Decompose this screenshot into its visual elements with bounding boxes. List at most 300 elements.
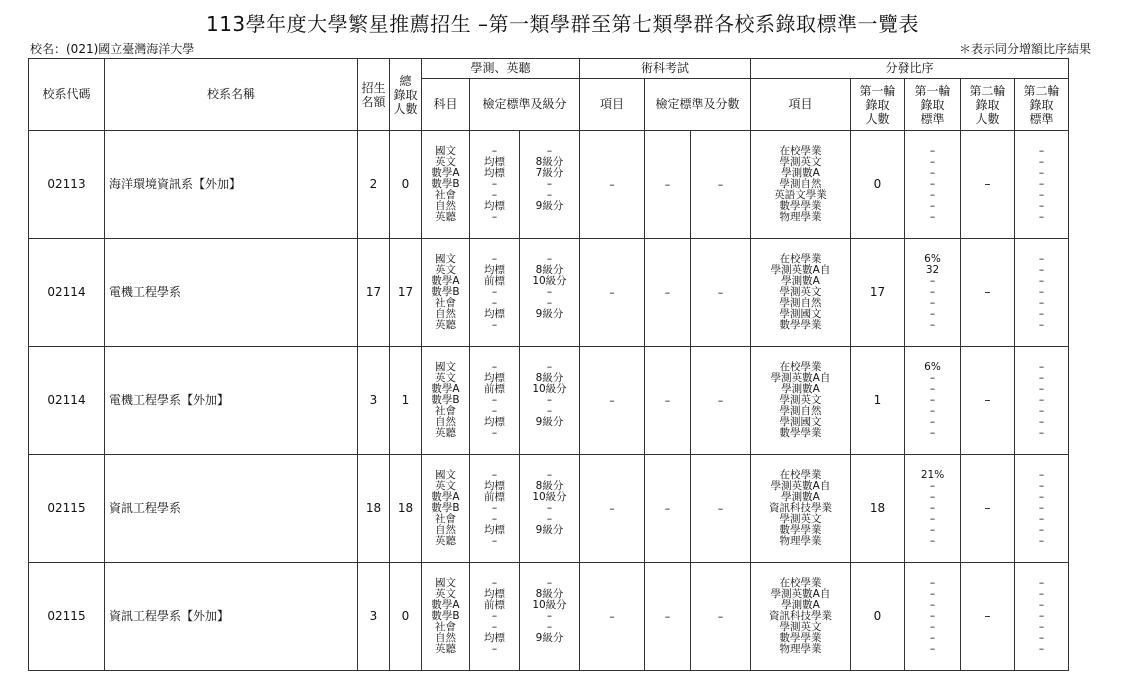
r2-standard-entry: – xyxy=(1038,416,1045,428)
rank-items-entry: 數學學業 xyxy=(779,319,822,331)
levels-entry: – xyxy=(546,405,553,417)
subjects-entry: 國文 xyxy=(435,469,456,481)
dept-code: 02115 xyxy=(29,563,105,671)
r2-standard-entry: – xyxy=(1038,469,1045,481)
subjects-entry: 英聽 xyxy=(435,211,456,223)
arts-score: – xyxy=(691,131,751,239)
r2-standard-entry: – xyxy=(1038,491,1045,503)
levels-entry: 7級分 xyxy=(535,167,564,179)
arts-item: – xyxy=(580,455,645,563)
r1-standard-entry: – xyxy=(929,491,936,503)
subjects-entry: 英文 xyxy=(435,372,456,384)
subjects-entry: 自然 xyxy=(435,416,456,428)
rank-items-entry: 學測英數A自 xyxy=(770,264,831,276)
standards-entry: – xyxy=(491,621,498,633)
rank-items-entry: 學測英文 xyxy=(779,394,822,406)
level-list xyxy=(520,563,580,671)
header-quota: 招生 名額 xyxy=(358,59,390,131)
standards-entry: – xyxy=(491,189,498,201)
r2-standard-entry: – xyxy=(1038,577,1045,589)
r1-standard-entry: – xyxy=(929,427,936,439)
table-row xyxy=(29,239,1069,347)
rank-item-list xyxy=(751,563,851,671)
subjects-entry: 國文 xyxy=(435,577,456,589)
rank-items-entry: 學測英數A自 xyxy=(770,372,831,384)
standards-entry: 均標 xyxy=(484,632,505,644)
r2-count: – xyxy=(961,455,1015,563)
r2-count: – xyxy=(961,131,1015,239)
r1-standard-entry: – xyxy=(929,372,936,384)
standards-entry: – xyxy=(491,286,498,298)
rank-item-list xyxy=(751,455,851,563)
subjects-entry: 社會 xyxy=(435,189,456,201)
levels-entry: – xyxy=(546,361,553,373)
rank-items-entry: 數學學業 xyxy=(779,427,822,439)
subjects-entry: 數學B xyxy=(431,286,460,298)
subjects-entry: 數學A xyxy=(431,167,460,179)
standards-entry: – xyxy=(491,361,498,373)
arts-item: – xyxy=(580,347,645,455)
subjects-entry: 英文 xyxy=(435,264,456,276)
arts-score: – xyxy=(691,347,751,455)
header-exam-group: 學測、英聽 xyxy=(422,59,580,79)
rank-items-entry: 學測英數A自 xyxy=(770,588,831,600)
r2-standard-entry: – xyxy=(1038,524,1045,536)
standards-entry: – xyxy=(491,535,498,547)
dept-name: 資訊工程學系 xyxy=(105,455,358,563)
r2-standard-entry: – xyxy=(1038,610,1045,622)
page-title: 113學年度大學繁星推薦招生 –第一類學群至第七類學群各校系錄取標準一覽表 xyxy=(205,12,920,36)
levels-entry: 8級分 xyxy=(535,372,564,384)
r2-standard-entry: – xyxy=(1038,264,1045,276)
levels-entry: 10級分 xyxy=(532,275,567,287)
rank-items-entry: 學測數A xyxy=(781,383,820,395)
r1-standard-list xyxy=(905,347,961,455)
dept-code: 02114 xyxy=(29,347,105,455)
r1-standard-entry: 32 xyxy=(925,264,940,276)
standard-list xyxy=(470,455,520,563)
rank-items-entry: 學測數A xyxy=(781,275,820,287)
r1-standard-entry: – xyxy=(929,178,936,190)
rank-items-entry: 英語文學業 xyxy=(774,189,827,201)
subjects-entry: 國文 xyxy=(435,145,456,157)
rank-items-entry: 資訊科技學業 xyxy=(769,502,832,514)
level-list xyxy=(520,131,580,239)
rank-item-list xyxy=(751,347,851,455)
rank-items-entry: 學測英文 xyxy=(779,513,822,525)
header-arts-item: 項目 xyxy=(580,79,645,131)
r1-standard-entry: – xyxy=(929,383,936,395)
rank-items-entry: 學測國文 xyxy=(779,416,822,428)
levels-entry: 8級分 xyxy=(535,264,564,276)
levels-entry: 8級分 xyxy=(535,480,564,492)
header-arts-group: 術科考試 xyxy=(580,59,751,79)
r2-standard-list xyxy=(1015,131,1069,239)
r1-standard-entry: – xyxy=(929,211,936,223)
standards-entry: 前標 xyxy=(484,599,505,611)
standards-entry: 均標 xyxy=(484,264,505,276)
r1-standard-entry: – xyxy=(929,167,936,179)
r1-standard-entry: – xyxy=(929,297,936,309)
subjects-entry: 英文 xyxy=(435,156,456,168)
r1-standard-entry: – xyxy=(929,621,936,633)
arts-score: – xyxy=(691,239,751,347)
levels-entry: – xyxy=(546,286,553,298)
r1-standard-entry: – xyxy=(929,480,936,492)
subjects-entry: 數學A xyxy=(431,491,460,503)
levels-entry xyxy=(548,212,551,223)
levels-entry: – xyxy=(546,621,553,633)
r1-standard-entry: – xyxy=(929,308,936,320)
admitted-value: 0 xyxy=(390,563,422,671)
standards-entry: 前標 xyxy=(484,491,505,503)
r2-standard-entry: – xyxy=(1038,632,1045,644)
levels-entry: – xyxy=(546,577,553,589)
standards-entry: 均標 xyxy=(484,416,505,428)
levels-entry: 9級分 xyxy=(535,308,564,320)
standards-entry: – xyxy=(491,405,498,417)
header-subject: 科目 xyxy=(422,79,470,131)
levels-entry: – xyxy=(546,297,553,309)
header-arts-standard: 檢定標準及分數 xyxy=(645,79,751,131)
standards-entry: – xyxy=(491,643,498,655)
r2-standard-entry: – xyxy=(1038,297,1045,309)
r2-standard-entry: – xyxy=(1038,189,1045,201)
header-rank-item: 項目 xyxy=(751,79,851,131)
rank-items-entry: 在校學業 xyxy=(779,469,822,481)
r1-standard-entry: – xyxy=(929,643,936,655)
admission-standards-table xyxy=(28,58,1069,671)
r2-standard-list xyxy=(1015,563,1069,671)
r1-standard-entry: – xyxy=(929,145,936,157)
r1-standard-entry: 6% xyxy=(924,253,941,265)
admitted-value: 17 xyxy=(390,239,422,347)
standards-entry: – xyxy=(491,253,498,265)
standards-entry: – xyxy=(491,297,498,309)
standards-entry: 均標 xyxy=(484,308,505,320)
levels-entry: – xyxy=(546,189,553,201)
arts-score: – xyxy=(691,563,751,671)
admitted-value: 0 xyxy=(390,131,422,239)
r1-standard-entry: – xyxy=(929,286,936,298)
subjects-entry: 社會 xyxy=(435,297,456,309)
dept-name: 資訊工程學系【外加】 xyxy=(105,563,358,671)
school-name: 校名：(021)國立臺灣海洋大學 xyxy=(30,42,195,56)
arts-item: – xyxy=(580,239,645,347)
arts-item: – xyxy=(580,131,645,239)
r1-standard-entry: – xyxy=(929,610,936,622)
quota-value: 18 xyxy=(358,455,390,563)
quota-value: 2 xyxy=(358,131,390,239)
r2-standard-entry: – xyxy=(1038,178,1045,190)
rank-items-entry: 在校學業 xyxy=(779,253,822,265)
rank-items-entry: 在校學業 xyxy=(779,577,822,589)
rank-items-entry: 學測自然 xyxy=(779,178,822,190)
subjects-entry: 國文 xyxy=(435,253,456,265)
standard-list xyxy=(470,131,520,239)
quota-value: 3 xyxy=(358,563,390,671)
arts-standard: – xyxy=(645,239,691,347)
r1-standard-entry: – xyxy=(929,394,936,406)
standards-entry: – xyxy=(491,427,498,439)
dept-code: 02113 xyxy=(29,131,105,239)
arts-standard: – xyxy=(645,563,691,671)
r2-standard-entry: – xyxy=(1038,427,1045,439)
subjects-entry: 數學A xyxy=(431,599,460,611)
r1-standard-entry: 6% xyxy=(924,361,941,373)
levels-entry: 9級分 xyxy=(535,200,564,212)
r1-standard-list xyxy=(905,239,961,347)
table-row xyxy=(29,563,1069,671)
r2-standard-entry: – xyxy=(1038,253,1045,265)
subjects-entry: 數學A xyxy=(431,383,460,395)
rank-items-entry: 資訊科技學業 xyxy=(769,610,832,622)
levels-entry: 8級分 xyxy=(535,156,564,168)
levels-entry xyxy=(548,536,551,547)
standard-list xyxy=(470,563,520,671)
levels-entry: 10級分 xyxy=(532,383,567,395)
r2-standard-entry: – xyxy=(1038,394,1045,406)
standards-entry: 前標 xyxy=(484,275,505,287)
rank-items-entry: 學測數A xyxy=(781,491,820,503)
r1-standard-list xyxy=(905,131,961,239)
table-row xyxy=(29,131,1069,239)
rank-item-list xyxy=(751,239,851,347)
table-row xyxy=(29,455,1069,563)
subjects-entry: 英聽 xyxy=(435,643,456,655)
r1-standard-entry: – xyxy=(929,524,936,536)
r1-standard-entry: – xyxy=(929,577,936,589)
subject-list xyxy=(422,239,470,347)
standards-entry: 均標 xyxy=(484,156,505,168)
subjects-entry: 英聽 xyxy=(435,319,456,331)
subjects-entry: 自然 xyxy=(435,200,456,212)
levels-entry: 10級分 xyxy=(532,491,567,503)
standards-entry: – xyxy=(491,502,498,514)
level-list xyxy=(520,347,580,455)
r1-standard-entry: – xyxy=(929,513,936,525)
levels-entry xyxy=(548,320,551,331)
levels-entry xyxy=(548,428,551,439)
r2-standard-entry: – xyxy=(1038,200,1045,212)
standards-entry: – xyxy=(491,211,498,223)
levels-entry: – xyxy=(546,513,553,525)
rank-items-entry: 物理學業 xyxy=(779,535,822,547)
r2-standard-entry: – xyxy=(1038,383,1045,395)
rank-items-entry: 學測自然 xyxy=(779,297,822,309)
subjects-entry: 數學B xyxy=(431,394,460,406)
r1-standard-entry: – xyxy=(929,502,936,514)
r2-standard-entry: – xyxy=(1038,275,1045,287)
dept-code: 02114 xyxy=(29,239,105,347)
quota-value: 3 xyxy=(358,347,390,455)
r2-standard-list xyxy=(1015,347,1069,455)
subjects-entry: 英文 xyxy=(435,480,456,492)
subjects-entry: 英聽 xyxy=(435,427,456,439)
r2-standard-entry: – xyxy=(1038,621,1045,633)
standards-entry: 前標 xyxy=(484,383,505,395)
subject-list xyxy=(422,347,470,455)
subjects-entry: 自然 xyxy=(435,524,456,536)
standards-entry: 均標 xyxy=(484,200,505,212)
r2-standard-list xyxy=(1015,239,1069,347)
header-r1-count: 第一輪 錄取 人數 xyxy=(851,79,905,131)
arts-standard: – xyxy=(645,455,691,563)
dept-code: 02115 xyxy=(29,455,105,563)
r2-standard-entry: – xyxy=(1038,513,1045,525)
r2-count: – xyxy=(961,239,1015,347)
r1-standard-entry: – xyxy=(929,275,936,287)
rank-items-entry: 在校學業 xyxy=(779,361,822,373)
levels-entry: 9級分 xyxy=(535,524,564,536)
subjects-entry: 社會 xyxy=(435,405,456,417)
subjects-entry: 數學B xyxy=(431,502,460,514)
rank-items-entry: 在校學業 xyxy=(779,145,822,157)
subject-list xyxy=(422,455,470,563)
r2-standard-entry: – xyxy=(1038,480,1045,492)
rank-items-entry: 學測數A xyxy=(781,599,820,611)
r2-count: – xyxy=(961,563,1015,671)
rank-items-entry: 學測英數A自 xyxy=(770,480,831,492)
r2-standard-entry: – xyxy=(1038,502,1045,514)
rank-item-list xyxy=(751,131,851,239)
levels-entry: – xyxy=(546,502,553,514)
standards-entry: – xyxy=(491,394,498,406)
rank-items-entry: 學測英文 xyxy=(779,286,822,298)
subjects-entry: 數學A xyxy=(431,275,460,287)
rank-items-entry: 學測英文 xyxy=(779,156,822,168)
r2-standard-entry: – xyxy=(1038,588,1045,600)
admitted-value: 18 xyxy=(390,455,422,563)
r1-standard-entry: – xyxy=(929,416,936,428)
r1-standard-entry: – xyxy=(929,200,936,212)
subjects-entry: 自然 xyxy=(435,308,456,320)
header-r1-standard: 第一輪 錄取 標準 xyxy=(905,79,961,131)
header-distribution-group: 分發比序 xyxy=(751,59,1069,79)
r2-standard-entry: – xyxy=(1038,308,1045,320)
r1-count: 18 xyxy=(851,455,905,563)
levels-entry: 10級分 xyxy=(532,599,567,611)
r1-standard-entry: – xyxy=(929,189,936,201)
dept-name: 電機工程學系【外加】 xyxy=(105,347,358,455)
standards-entry: – xyxy=(491,319,498,331)
r1-standard-entry: – xyxy=(929,599,936,611)
r1-count: 17 xyxy=(851,239,905,347)
subjects-entry: 自然 xyxy=(435,632,456,644)
arts-standard: – xyxy=(645,131,691,239)
rank-items-entry: 物理學業 xyxy=(779,211,822,223)
r2-standard-entry: – xyxy=(1038,643,1045,655)
rank-items-entry: 學測數A xyxy=(781,167,820,179)
r2-standard-entry: – xyxy=(1038,372,1045,384)
r1-standard-entry: 21% xyxy=(920,469,945,481)
header-dept-name: 校系名稱 xyxy=(105,59,358,131)
r2-standard-entry: – xyxy=(1038,167,1045,179)
standards-entry: – xyxy=(491,610,498,622)
r1-standard-entry: – xyxy=(929,156,936,168)
rank-items-entry: 數學學業 xyxy=(779,632,822,644)
rank-items-entry: 數學學業 xyxy=(779,200,822,212)
r1-standard-entry: – xyxy=(929,535,936,547)
subject-list xyxy=(422,131,470,239)
r1-count: 1 xyxy=(851,347,905,455)
subjects-entry: 國文 xyxy=(435,361,456,373)
levels-entry: – xyxy=(546,394,553,406)
r2-standard-entry: – xyxy=(1038,156,1045,168)
rank-items-entry: 數學學業 xyxy=(779,524,822,536)
arts-score: – xyxy=(691,455,751,563)
subjects-entry: 數學B xyxy=(431,610,460,622)
rank-items-entry: 物理學業 xyxy=(779,643,822,655)
subjects-entry: 英聽 xyxy=(435,535,456,547)
level-list xyxy=(520,455,580,563)
standards-entry: 均標 xyxy=(484,480,505,492)
standards-entry: – xyxy=(491,513,498,525)
levels-entry: 9級分 xyxy=(535,632,564,644)
table-row xyxy=(29,347,1069,455)
header-standard: 檢定標準及級分 xyxy=(470,79,580,131)
subjects-entry: 英文 xyxy=(435,588,456,600)
rank-items-entry: 學測國文 xyxy=(779,308,822,320)
r1-count: 0 xyxy=(851,131,905,239)
rank-items-entry: 學測自然 xyxy=(779,405,822,417)
standards-entry: 均標 xyxy=(484,524,505,536)
standards-entry: – xyxy=(491,577,498,589)
level-list xyxy=(520,239,580,347)
r1-standard-list xyxy=(905,455,961,563)
r1-count: 0 xyxy=(851,563,905,671)
levels-entry: 8級分 xyxy=(535,588,564,600)
header-r2-count: 第二輪 錄取 人數 xyxy=(961,79,1015,131)
levels-entry: – xyxy=(546,610,553,622)
levels-entry: – xyxy=(546,253,553,265)
subjects-entry: 數學B xyxy=(431,178,460,190)
subject-list xyxy=(422,563,470,671)
r2-standard-entry: – xyxy=(1038,405,1045,417)
r1-standard-entry: – xyxy=(929,405,936,417)
admitted-value: 1 xyxy=(390,347,422,455)
dept-name: 海洋環境資訊系【外加】 xyxy=(105,131,358,239)
standards-entry: 均標 xyxy=(484,372,505,384)
r2-standard-entry: – xyxy=(1038,535,1045,547)
standard-list xyxy=(470,347,520,455)
arts-item: – xyxy=(580,563,645,671)
levels-entry: – xyxy=(546,178,553,190)
subjects-entry: 社會 xyxy=(435,621,456,633)
standards-entry: – xyxy=(491,469,498,481)
standards-entry: – xyxy=(491,178,498,190)
r2-count: – xyxy=(961,347,1015,455)
r2-standard-entry: – xyxy=(1038,361,1045,373)
r2-standard-list xyxy=(1015,455,1069,563)
standard-list xyxy=(470,239,520,347)
tie-break-note: ＊表示同分增額比序結果 xyxy=(958,42,1091,56)
r2-standard-entry: – xyxy=(1038,211,1045,223)
header-dept-code: 校系代碼 xyxy=(29,59,105,131)
r2-standard-entry: – xyxy=(1038,599,1045,611)
dept-name: 電機工程學系 xyxy=(105,239,358,347)
header-admitted: 總 錄取 人數 xyxy=(390,59,422,131)
levels-entry xyxy=(548,644,551,655)
r2-standard-entry: – xyxy=(1038,319,1045,331)
r1-standard-entry: – xyxy=(929,632,936,644)
standards-entry: 均標 xyxy=(484,588,505,600)
levels-entry: – xyxy=(546,469,553,481)
r1-standard-entry: – xyxy=(929,319,936,331)
r2-standard-entry: – xyxy=(1038,286,1045,298)
arts-standard: – xyxy=(645,347,691,455)
standards-entry: 均標 xyxy=(484,167,505,179)
